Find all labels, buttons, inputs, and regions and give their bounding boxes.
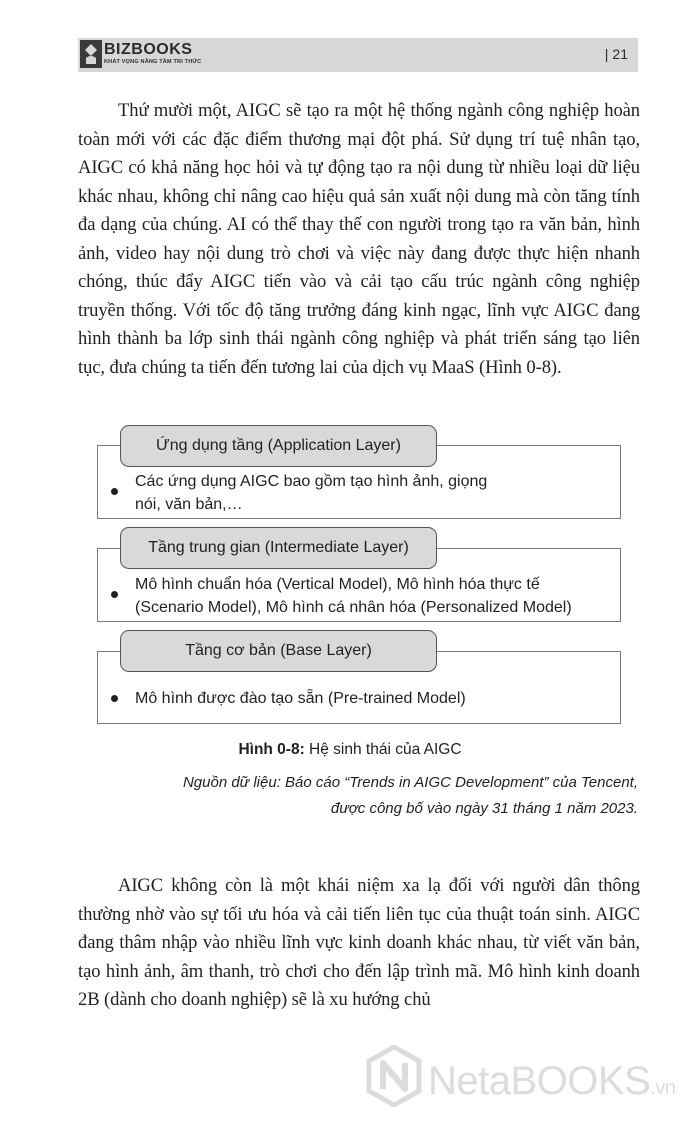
body-paragraph: Thứ mười một, AIGC sẽ tạo ra một hệ thống ngành công nghiệp hoàn toàn mới với các đặc điểm thương mại đột phá. Sử dụng trí tuệ nhân tạo, AIGC có khả năng học hỏi và tự động tạo ra nội dung từ nhiều loại dữ liệu khác nhau, không chỉ nâng cao hiệu quả sản xuất nội dung mà còn tăng tính đa dạng của chúng. AI có thể thay thế con người trong tạo ra văn bản, hình ảnh, video hay nội dung trò chơi và việc này đang được thực hiện nhanh chóng, thúc đẩy AIGC tiến vào và cải tạo cấu trúc ngành công nghiệp truyền thống. Với tốc độ tăng trưởng đáng kinh ngạc, lĩnh vực AIGC đang hình thành ba lớp sinh thái ngành công nghiệp và phát triển sáng tạo liên tục, đưa chúng ta tiến đến tương lai của dịch vụ MaaS (Hình 0-8). bbox=[78, 100, 640, 378]
netabooks-logo-icon bbox=[366, 1045, 422, 1107]
brand-tagline: KHÁT VỌNG NÂNG TẦM TRI THỨC bbox=[104, 59, 202, 65]
base-layer-title: Tầng cơ bản (Base Layer) bbox=[120, 630, 437, 672]
application-layer-description bbox=[135, 471, 615, 516]
description-line: Mô hình chuẩn hóa (Vertical Model), Mô hình hóa thực tế bbox=[135, 576, 540, 593]
watermark-suffix: .vn bbox=[650, 1077, 676, 1099]
watermark-brand: NetaBOOKS bbox=[428, 1059, 651, 1103]
page-number-value: 21 bbox=[612, 46, 628, 62]
bullet-icon bbox=[111, 488, 118, 495]
description-line: Các ứng dụng AIGC bao gồm tạo hình ảnh, giọng bbox=[135, 473, 488, 490]
figure-source-line: Nguồn dữ liệu: Báo cáo “Trends in AIGC Development” của Tencent, bbox=[182, 774, 638, 791]
application-layer-title: Ứng dụng tầng (Application Layer) bbox=[120, 425, 437, 467]
intermediate-layer-description bbox=[135, 574, 615, 619]
description-line: (Scenario Model), Mô hình cá nhân hóa (Personalized Model) bbox=[135, 598, 572, 616]
body-paragraph: AIGC không còn là một khái niệm xa lạ đối với người dân thông thường nhờ vào sự tối ưu hóa và cải tiến liên tục của thuật toán sinh. AIGC đang thâm nhập vào nhiều lĩnh vực kinh doanh khác nhau, từ viết văn bản, tạo hình ảnh, âm thanh, trò chơi cho đến lập trình mã. Mô hình kinh doanh 2B (dành cho doanh nghiệp) sẽ là xu hướng chủ bbox=[78, 875, 640, 1010]
bizbooks-logo bbox=[80, 40, 202, 70]
bullet-icon bbox=[111, 695, 118, 702]
brand-name: BIZBOOKS bbox=[104, 41, 193, 58]
page-number bbox=[605, 46, 628, 62]
page-separator: | bbox=[604, 46, 609, 62]
bizbooks-emblem-icon bbox=[80, 40, 102, 68]
watermark-text bbox=[428, 1059, 675, 1104]
description-line: nói, văn bản,… bbox=[135, 495, 243, 513]
figure-caption-label: Hình 0-8: bbox=[238, 741, 305, 758]
netabooks-watermark bbox=[366, 1045, 686, 1115]
bullet-icon bbox=[111, 591, 118, 598]
description-line: Mô hình được đào tạo sẵn (Pre-trained Model) bbox=[135, 690, 466, 707]
intermediate-layer-title: Tầng trung gian (Intermediate Layer) bbox=[120, 527, 437, 569]
figure-caption bbox=[0, 741, 700, 759]
figure-caption-text: Hệ sinh thái của AIGC bbox=[304, 741, 462, 758]
figure-source-line: được công bố vào ngày 31 tháng 1 năm 2023. bbox=[330, 800, 638, 817]
base-layer-description bbox=[135, 688, 615, 711]
